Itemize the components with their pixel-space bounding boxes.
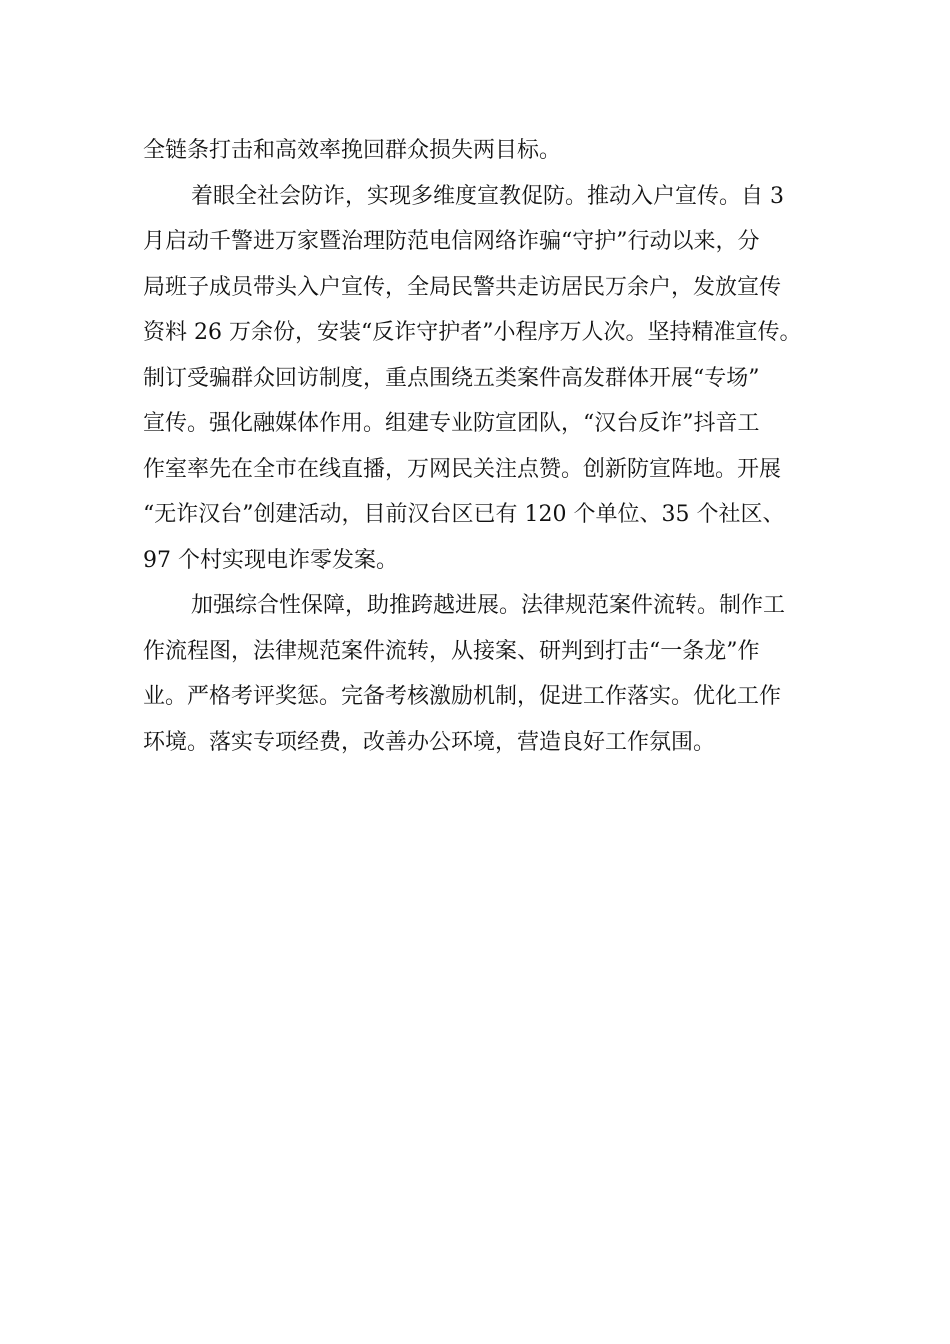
- paragraph-line: 制订受骗群众回访制度，重点围绕五类案件高发群体开展“专场”: [143, 365, 760, 391]
- paragraph-line: 业。严格考评奖惩。完备考核激励机制，促进工作落实。优化工作: [143, 684, 782, 709]
- paragraph-line: 环境。落实专项经费，改善办公环境，营造良好工作氛围。: [143, 729, 716, 755]
- paragraph-line: 资料 26 万余份，安装“反诈守护者”小程序万人次。坚持精准宣传。: [143, 320, 802, 345]
- paragraph-line: 月启动千警进万家暨治理防范电信网络诈骗“守护”行动以来，分: [143, 229, 760, 254]
- paragraph-line: “无诈汉台”创建活动，目前汉台区已有 120 个单位、35 个社区、: [143, 502, 785, 527]
- paragraph-line: 97 个村实现电诈零发案。: [143, 547, 398, 573]
- paragraph-line: 全链条打击和高效率挽回群众损失两目标。: [143, 138, 562, 163]
- paragraph-line: 宣传。强化融媒体作用。组建专业防宣团队，“汉台反诈”抖音工: [143, 411, 760, 436]
- paragraph-line: 作室率先在全市在线直播，万网民关注点赞。创新防宣阵地。开展: [143, 456, 782, 482]
- body-text: [143, 128, 843, 765]
- paragraph-line: 着眼全社会防诈，实现多维度宣教促防。推动入户宣传。自 3: [191, 183, 784, 209]
- paragraph-line: 加强综合性保障，助推跨越进展。法律规范案件流转。制作工: [191, 593, 786, 618]
- paragraph-line: 作流程图，法律规范案件流转，从接案、研判到打击“一条龙”作: [143, 638, 760, 664]
- paragraph-line: 局班子成员带头入户宣传，全局民警共走访居民万余户，发放宣传: [143, 274, 782, 300]
